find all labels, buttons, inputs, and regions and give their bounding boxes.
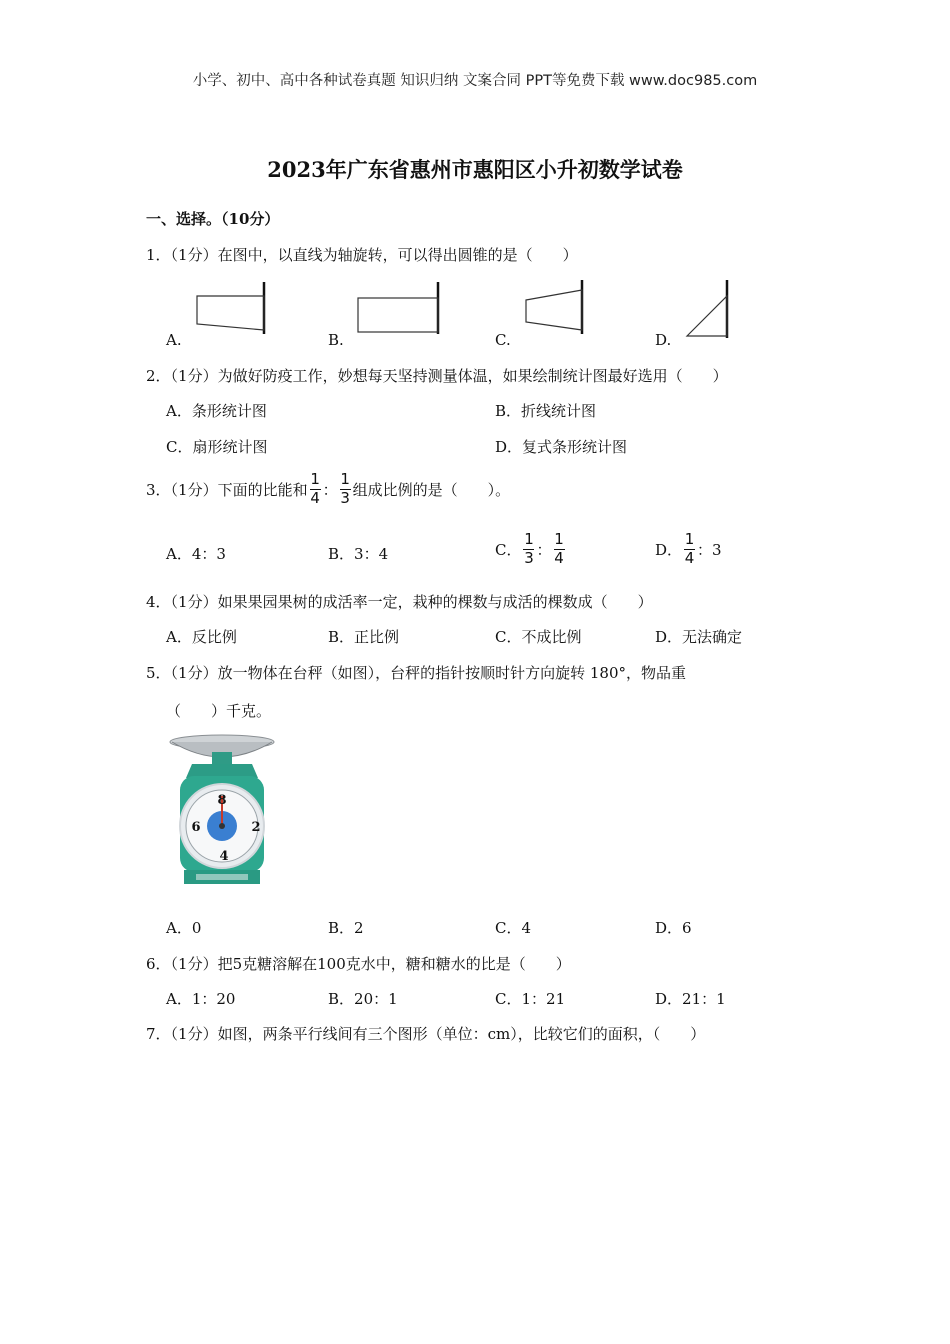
q2-option-c[interactable]: C．扇形统计图 [166, 438, 268, 456]
question-5-line-2: （ ）千克。 [166, 702, 272, 720]
fraction-numerator: 1 [524, 530, 534, 548]
fraction-denominator: 4 [310, 488, 320, 507]
fraction-denominator: 3 [340, 488, 350, 507]
dial-number: 8 [217, 793, 227, 808]
q2-option-b[interactable]: B．折线统计图 [495, 402, 597, 420]
question-2-stem: 2．（1分）为做好防疫工作，妙想每天坚持测量体温，如果绘制统计图最好选用（ ） [146, 367, 728, 385]
fraction-numerator: 1 [554, 530, 564, 548]
q4-option-d[interactable]: D．无法确定 [655, 628, 743, 646]
q5-option-d[interactable]: D．6 [655, 919, 692, 937]
question-5-line-1: 5．（1分）放一物体在台秤（如图），台秤的指针按顺时针方向旋转 180°，物品重 [146, 664, 686, 682]
q3-option-d[interactable] [655, 532, 722, 567]
q3-suffix: 组成比例的是（ ）。 [352, 480, 511, 499]
q5-option-c[interactable]: C．4 [495, 919, 532, 937]
q4-option-a[interactable]: A．反比例 [166, 628, 237, 646]
q6-option-c[interactable]: C．1：21 [495, 990, 566, 1008]
q5-option-a[interactable]: A．0 [166, 919, 202, 937]
q2-option-a[interactable]: A．条形统计图 [166, 402, 267, 420]
q2-option-d[interactable]: D．复式条形统计图 [495, 438, 628, 456]
ratio-colon: ： [536, 540, 552, 559]
option-label: D． [655, 540, 683, 559]
page-header: 小学、初中、高中各种试卷真题 知识归纳 文案合同 PPT等免费下载 www.doc985.com [192, 73, 758, 89]
q6-option-a[interactable]: A．1：20 [166, 990, 236, 1008]
q3-option-d-fraction [684, 532, 695, 567]
q6-option-d[interactable]: D．21：1 [655, 990, 726, 1008]
q3-option-c[interactable] [495, 532, 567, 567]
fraction-numerator: 1 [310, 470, 320, 488]
q1-option-b[interactable]: B. [328, 331, 344, 349]
q3-colon: ： [322, 480, 338, 499]
q1-figure-d [683, 280, 733, 338]
q1-figure-a [195, 282, 270, 334]
question-3-stem [146, 472, 510, 507]
page-title: 2023年广东省惠州市惠阳区小升初数学试卷 [267, 157, 683, 182]
section-heading: 一、选择。（10分） [146, 210, 280, 228]
q3-option-a[interactable]: A．4：3 [166, 545, 226, 563]
question-7-stem: 7．（1分）如图，两条平行线间有三个图形（单位：cm），比较它们的面积，（ ） [146, 1025, 706, 1043]
ratio-rest: ：3 [697, 540, 722, 559]
q3-prefix: 3．（1分）下面的比能和 [146, 480, 308, 499]
dial-number: 6 [191, 820, 201, 835]
fraction-denominator: 4 [684, 548, 695, 567]
q4-option-c[interactable]: C．不成比例 [495, 628, 582, 646]
q1-figure-c [522, 280, 588, 334]
question-1-stem: 1．（1分）在图中，以直线为轴旋转，可以得出圆锥的是（ ） [146, 246, 578, 264]
q4-option-b[interactable]: B．正比例 [328, 628, 400, 646]
q3-option-b[interactable]: B．3：4 [328, 545, 389, 563]
q1-option-d[interactable]: D. [655, 331, 672, 349]
q1-option-a[interactable]: A. [166, 331, 182, 349]
question-6-stem: 6．（1分）把5克糖溶解在100克水中，糖和糖水的比是（ ） [146, 955, 571, 973]
dial-number: 2 [251, 820, 261, 835]
q3-fraction-1 [310, 472, 321, 507]
q3-option-c-fraction-2 [554, 532, 565, 567]
q1-figure-b [356, 282, 444, 334]
fraction-numerator: 1 [340, 470, 350, 488]
q6-option-b[interactable]: B．20：1 [328, 990, 398, 1008]
q5-option-b[interactable]: B．2 [328, 919, 364, 937]
question-4-stem: 4．（1分）如果果园果树的成活率一定，栽种的棵数与成活的棵数成（ ） [146, 593, 653, 611]
fraction-denominator: 4 [554, 548, 564, 567]
fraction-denominator: 3 [524, 548, 534, 567]
q3-fraction-2 [340, 472, 351, 507]
fraction-numerator: 1 [684, 530, 695, 548]
scale-image [166, 732, 278, 888]
dial-number: 4 [219, 849, 229, 864]
q3-option-c-fraction-1 [523, 532, 534, 567]
option-label: C． [495, 540, 522, 559]
q1-option-c[interactable]: C. [495, 331, 511, 349]
